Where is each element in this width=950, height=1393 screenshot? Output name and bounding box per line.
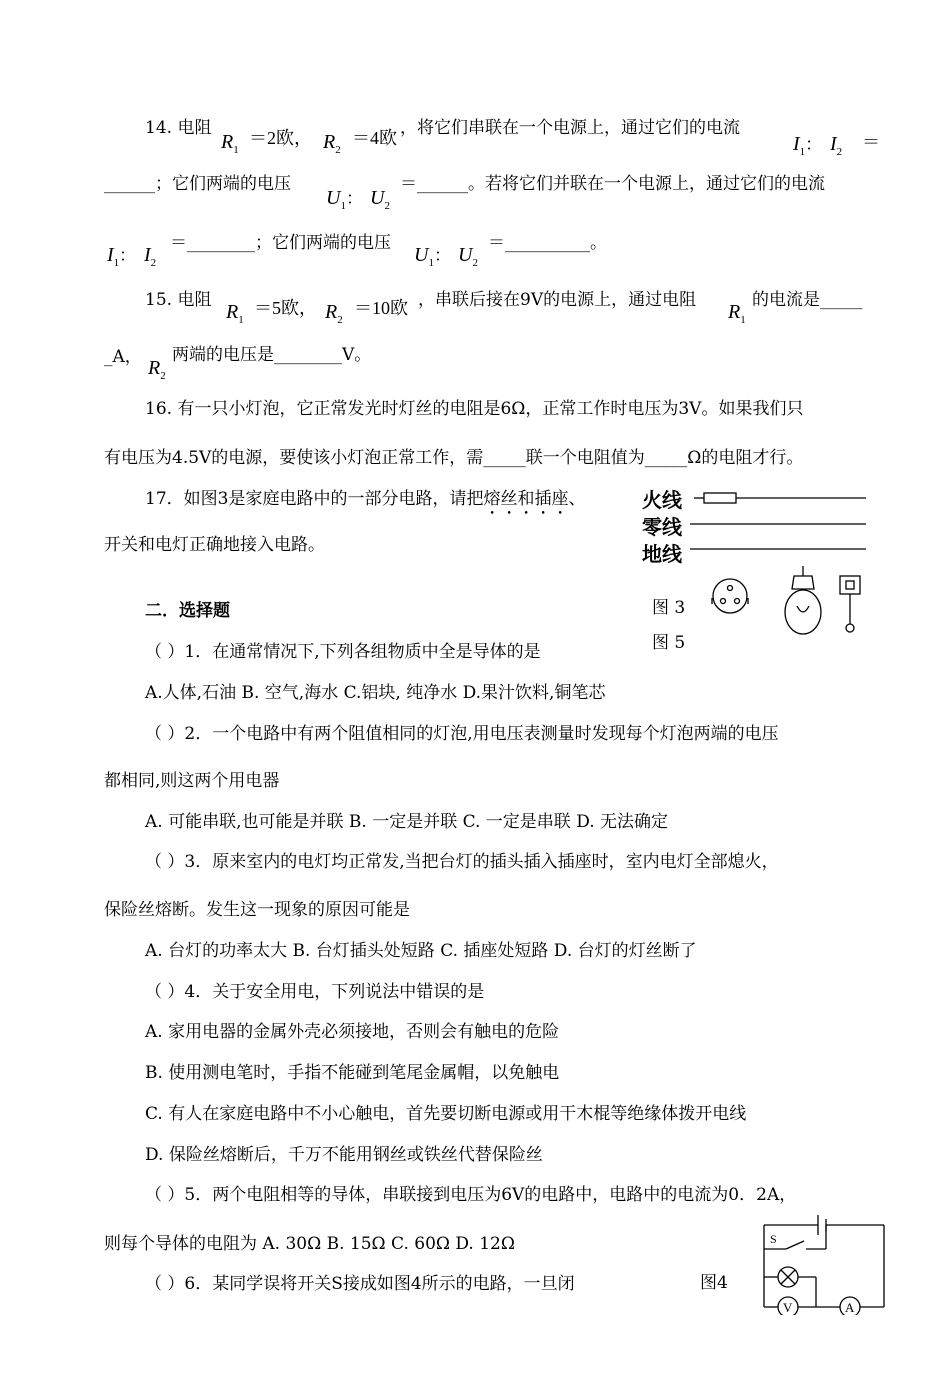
q14-i1: $I_1$： xyxy=(793,133,823,158)
q14-text-d: ＝______。若将它们并联在一个电源上，通过它们的电流 xyxy=(400,174,825,194)
mc-q2-options: A. 可能串联,也可能是并联 B. 一定是并联 C. 一定是串联 D. 无法确定 xyxy=(145,812,669,832)
q14-i2: $I_2$ xyxy=(830,133,843,158)
q14-r2-value: ＝4欧 xyxy=(352,128,397,148)
q14-eq: ＝ xyxy=(862,132,880,153)
q14-line-1 xyxy=(145,118,211,138)
q14-text-c: ______；它们两端的电压 xyxy=(104,174,291,194)
switch-s-icon xyxy=(786,1241,804,1249)
switch-icon xyxy=(840,576,860,594)
fuse-icon xyxy=(704,493,736,503)
figure-3-caption: 图 3 xyxy=(652,598,686,618)
mc-q3-options: A. 台灯的功率太大 B. 台灯插头处短路 C. 插座处短路 D. 台灯的灯丝断了 xyxy=(145,941,697,961)
q17-line-1: 17．如图3是家庭电路中的一部分电路，请把熔丝和插座、 xyxy=(145,489,586,509)
lamp-holder-icon xyxy=(792,576,814,589)
q16-line-2: 有电压为4.5V的电源，要使该小灯泡正常工作，需_____联一个电阻值为_____Ω的电阻才行。 xyxy=(104,448,804,468)
q14-u2-parallel: $U_2$ xyxy=(458,244,478,269)
q14-u1-parallel: $U_1$： xyxy=(414,244,451,269)
switch-label: S xyxy=(770,1232,777,1246)
figure-4-caption: 图4 xyxy=(700,1273,728,1293)
mc-q4-option-d: D. 保险丝熔断后，千万不能用钢丝或铁丝代替保险丝 xyxy=(145,1145,543,1165)
q16-line-1: 16. 有一只小灯泡，它正常发光时灯丝的电阻是6Ω，正常工作时电压为3V。如果我们只 xyxy=(145,399,804,419)
mc-q1-options: A.人体,石油 B. 空气,海水 C.铝块, 纯净水 D.果汁饮料,铜笔芯 xyxy=(145,683,606,703)
q14-i2-parallel: $I_2$ xyxy=(144,244,157,269)
mc-q3-line-1: （ ）3．原来室内的电灯均正常发,当把台灯的插头插入插座时，室内电灯全部熄火， xyxy=(145,852,779,872)
mc-q2-line-1: （ ）2．一个电路中有两个阻值相同的灯泡,用电压表测量时发现每个灯泡两端的电压 xyxy=(145,724,779,744)
q15-r1-ref: $R_1$ xyxy=(728,301,746,326)
q14-r1: $R_1$ xyxy=(221,131,239,156)
q14-i1-parallel: $I_1$： xyxy=(107,244,137,269)
circuit-figure-4 xyxy=(760,1205,890,1315)
q14-text-f: ＝__________。 xyxy=(488,233,607,253)
neutral-wire-label: 零线 xyxy=(642,515,682,539)
mc-q4-option-b: B. 使用测电笔时，手指不能碰到笔尾金属帽，以免触电 xyxy=(145,1063,560,1083)
figure-5-caption: 图 5 xyxy=(652,633,686,653)
q17-line-2: 开关和电灯正确地接入电路。 xyxy=(104,535,325,555)
q14-u1: $U_1$： xyxy=(326,187,363,212)
mc-q5-line-1: （ ）5．两个电阻相等的导体，串联接到电压为6V的电路中，电路中的电流为0．2A， xyxy=(145,1185,797,1205)
q14-text-e: ＝________；它们两端的电压 xyxy=(170,233,391,253)
q14-r2: $R_2$ xyxy=(323,131,341,156)
mc-q1: （ ）1．在通常情况下,下列各组物质中全是导体的是 xyxy=(145,642,541,662)
household-circuit-figure xyxy=(690,486,920,646)
ground-wire-label: 地线 xyxy=(642,542,682,566)
q15-r1-value: ＝5欧， xyxy=(254,298,317,318)
q17-emphasized-text: 熔丝和插座 xyxy=(483,489,569,509)
q15-r2-value: ＝10欧 xyxy=(354,298,408,318)
socket-icon xyxy=(713,579,747,613)
mc-q2-line-2: 都相同,则这两个用电器 xyxy=(104,771,280,791)
q15-lead: 15. 电阻 xyxy=(145,290,212,310)
q14-text-b: ，将它们串联在一个电源上，通过它们的电流 xyxy=(400,118,740,138)
q15-r1: $R_1$ xyxy=(226,301,244,326)
mc-q4-option-c: C. 有人在家庭电路中不小心触电，首先要切断电源或用干木棍等绝缘体拨开电线 xyxy=(145,1104,747,1124)
q15-text-c: 的电流是_____ xyxy=(752,290,863,310)
mc-q6: （ ）6．某同学误将开关S接成如图4所示的电路，一旦闭 xyxy=(145,1274,575,1294)
mc-q5-line-2: 则每个导体的电阻为 A. 30Ω B. 15Ω C. 60Ω D. 12Ω xyxy=(104,1234,515,1254)
ammeter-label: A xyxy=(845,1300,855,1315)
q15-r2-ref: $R_2$ xyxy=(148,357,166,382)
mc-q3-line-2: 保险丝熔断。发生这一现象的原因可能是 xyxy=(104,900,410,920)
q15-text-e: 两端的电压是________V。 xyxy=(172,345,372,365)
mc-q4: （ ）4．关于安全用电，下列说法中错误的是 xyxy=(145,982,485,1002)
voltmeter-label: V xyxy=(783,1300,793,1315)
q15-r2: $R_2$ xyxy=(325,301,343,326)
fire-wire-label: 火线 xyxy=(642,488,682,512)
mc-q4-option-a: A. 家用电器的金属外壳必须接地，否则会有触电的危险 xyxy=(145,1022,560,1042)
q14-u2: $U_2$ xyxy=(370,187,390,212)
q14-r1-value: ＝2欧， xyxy=(249,128,312,148)
q15-text-b: ，串联后接在9V的电源上，通过电阻 xyxy=(418,290,697,310)
q14-lead: 14. 电阻 xyxy=(145,118,212,138)
section-heading: 二．选择题 xyxy=(145,601,230,621)
q15-text-d: _A， xyxy=(104,347,142,367)
